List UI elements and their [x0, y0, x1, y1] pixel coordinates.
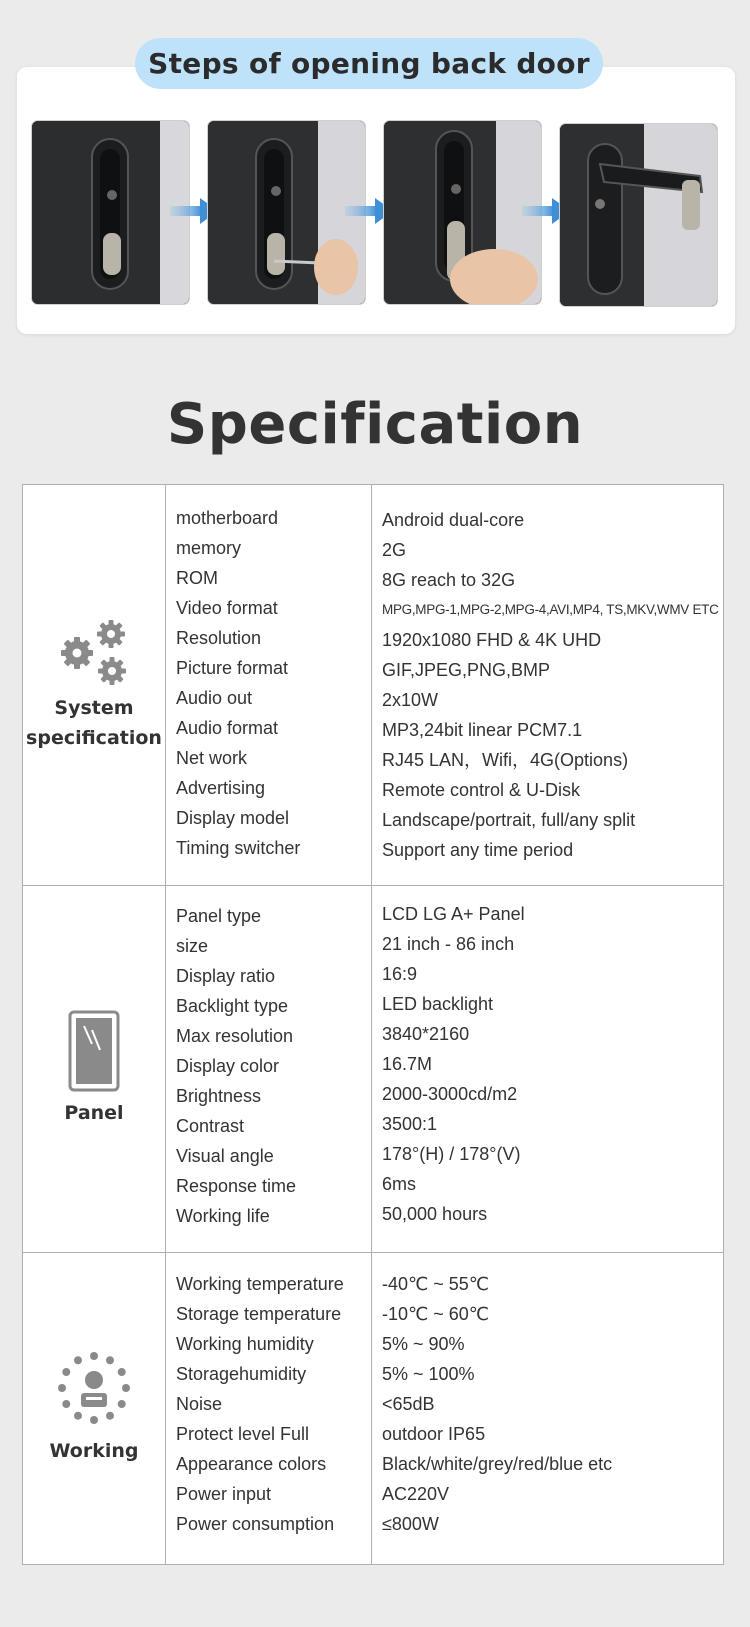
spec-key: Resolution	[176, 628, 262, 648]
spec-key: Power consumption	[176, 1514, 335, 1534]
spec-value: 1920x1080 FHD & 4K UHD	[382, 630, 602, 650]
spec-key: Noise	[176, 1394, 223, 1414]
key-column	[165, 1253, 372, 1564]
spec-value: LED backlight	[382, 994, 494, 1014]
spec-key: Visual angle	[176, 1146, 274, 1166]
category-label-line1: System	[54, 697, 134, 719]
spec-value: 16:9	[382, 964, 418, 984]
spec-key: Appearance colors	[176, 1454, 327, 1474]
panel-icon	[68, 1010, 120, 1092]
key-column	[165, 485, 372, 885]
spec-key: Working humidity	[176, 1334, 314, 1354]
spec-value: outdoor IP65	[382, 1424, 486, 1444]
spec-value: 3840*2160	[382, 1024, 470, 1044]
spec-key: memory	[176, 538, 242, 558]
spec-title: Specification	[166, 392, 584, 457]
spec-value: Landscape/portrait, full/any split	[382, 810, 636, 830]
spec-value: AC220V	[382, 1484, 450, 1504]
spec-key: Brightness	[176, 1086, 262, 1106]
spec-value: Black/white/grey/red/blue etc	[382, 1454, 613, 1474]
spec-value: LCD LG A+ Panel	[382, 904, 525, 924]
spec-key: Contrast	[176, 1116, 245, 1136]
spec-key: Storage temperature	[176, 1304, 342, 1324]
spec-value: 2000-3000cd/m2	[382, 1084, 518, 1104]
spec-key: motherboard	[176, 508, 279, 528]
step-photo-door-handle-closed	[31, 120, 190, 305]
spec-key: Timing switcher	[176, 838, 301, 858]
spec-section-working	[23, 1253, 723, 1564]
spec-value: GIF,JPEG,PNG,BMP	[382, 660, 551, 680]
spec-key: Response time	[176, 1176, 297, 1196]
spec-value: MPG,MPG-1,MPG-2,MPG-4,AVI,MP4, TS,MKV,WMV ETC	[382, 602, 719, 617]
working-icon	[58, 1352, 130, 1424]
key-column	[165, 886, 372, 1252]
spec-value: MP3,24bit linear PCM7.1	[382, 720, 583, 740]
spec-value: 21 inch - 86 inch	[382, 934, 515, 954]
spec-value: 3500:1	[382, 1114, 438, 1134]
spec-value: 178°(H) / 178°(V)	[382, 1144, 521, 1164]
gears-icon	[57, 617, 131, 689]
spec-value: -10℃ ~ 60℃	[382, 1304, 489, 1324]
value-column	[371, 485, 723, 885]
spec-value: <65dB	[382, 1394, 435, 1414]
spec-key: Panel type	[176, 906, 262, 926]
spec-value: Remote control & U-Disk	[382, 780, 581, 800]
step-photo-unlock-latch	[383, 120, 542, 305]
spec-key: Working life	[176, 1206, 270, 1226]
spec-section-system	[23, 485, 723, 886]
spec-section-panel	[23, 886, 723, 1253]
category-cell	[23, 1253, 166, 1564]
spec-value: RJ45 LAN，Wifi，4G(Options)	[382, 750, 629, 770]
spec-key: Max resolution	[176, 1026, 294, 1046]
category-cell	[23, 886, 166, 1252]
spec-key: Display color	[176, 1056, 280, 1076]
category-label-line2: specification	[26, 727, 162, 749]
value-column	[371, 1253, 723, 1564]
spec-value: ≤800W	[382, 1514, 439, 1534]
value-column	[371, 886, 723, 1252]
step-photo-handle-opened	[559, 123, 718, 307]
spec-key: Net work	[176, 748, 248, 768]
spec-value: 5% ~ 90%	[382, 1334, 465, 1354]
category-label: Working	[49, 1439, 139, 1462]
spec-value: Android dual-core	[382, 510, 525, 530]
spec-key: Picture format	[176, 658, 289, 678]
spec-value: 6ms	[382, 1174, 417, 1194]
spec-key: size	[176, 936, 209, 956]
spec-key: Advertising	[176, 778, 266, 798]
spec-key: ROM	[176, 568, 218, 588]
spec-value: -40℃ ~ 55℃	[382, 1274, 489, 1294]
spec-value: 16.7M	[382, 1054, 433, 1074]
category-cell	[23, 485, 166, 885]
spec-key: Backlight type	[176, 996, 289, 1016]
spec-value: 50,000 hours	[382, 1204, 488, 1224]
spec-value: 2G	[382, 540, 407, 560]
spec-key: Power input	[176, 1484, 272, 1504]
spec-key: Audio out	[176, 688, 253, 708]
steps-title: Steps of opening back door	[135, 38, 603, 89]
spec-key: Display ratio	[176, 966, 276, 986]
spec-value: 2x10W	[382, 690, 439, 710]
spec-key: Protect level Full	[176, 1424, 310, 1444]
spec-key: Video format	[176, 598, 278, 618]
spec-value: 5% ~ 100%	[382, 1364, 475, 1384]
spec-key: Working temperature	[176, 1274, 344, 1294]
category-label: Panel	[64, 1102, 124, 1124]
spec-key: Storagehumidity	[176, 1364, 307, 1384]
spec-key: Display model	[176, 808, 290, 828]
spec-table	[22, 484, 724, 1565]
spec-key: Audio format	[176, 718, 279, 738]
spec-value: Support any time period	[382, 840, 574, 860]
step-photo-insert-key-in-handle	[207, 120, 366, 305]
spec-value: 8G reach to 32G	[382, 570, 516, 590]
